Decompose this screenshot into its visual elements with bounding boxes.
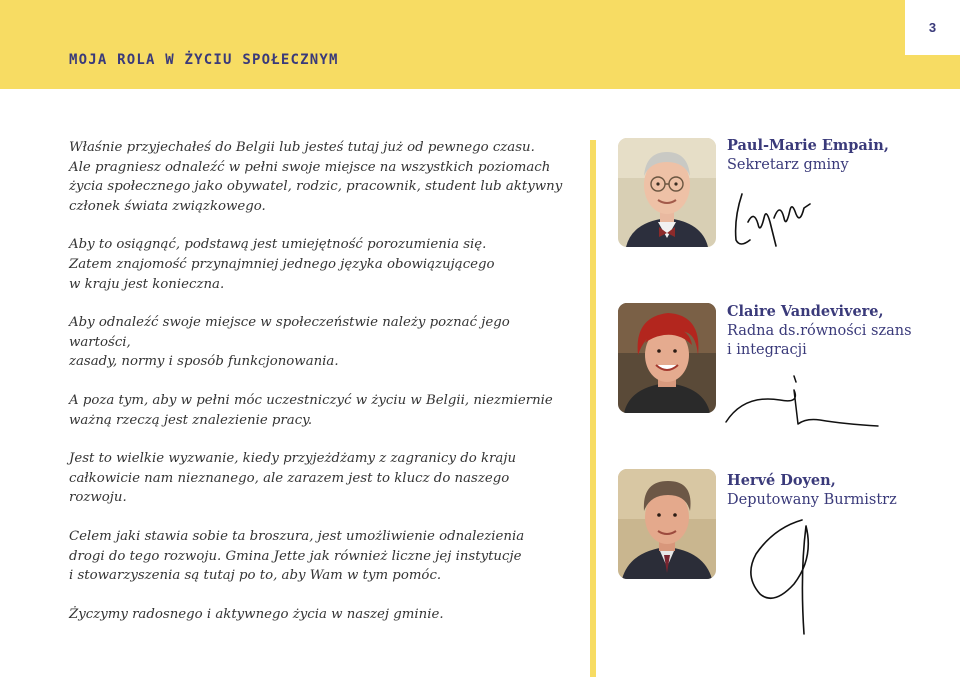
signature-herve-doyen: [744, 514, 820, 640]
signatory-paul-marie-empain: Paul-Marie Empain, Sekretarz gminy: [727, 137, 889, 173]
paragraph-6: Celem jaki stawia sobie ta broszura, jest umożliwienie odnalezienia drogi do tego rozwoju. Gmina Jette jak również liczne jej instytucje i stowarzyszenia są tutaj po to, aby Wam w tym pomóc.: [69, 528, 525, 584]
letter-body: [69, 138, 569, 643]
portrait-herve-doyen: [618, 469, 716, 579]
portrait-claire-vandevivere: [618, 303, 716, 413]
section-title: MOJA ROLA W ŻYCIU SPOŁECZNYM: [69, 52, 339, 68]
signature-paul-marie-empain: [730, 188, 814, 250]
page-number: 3: [905, 0, 960, 55]
signatory-herve-doyen: Hervé Doyen, Deputowany Burmistrz: [727, 472, 897, 508]
paragraph-2: Aby to osiągnąć, podstawą jest umiejętność porozumienia się. Zatem znajomość przynajmniej jednego języka obowiązującego w kraju jest konieczna.: [69, 237, 495, 292]
paragraph-4: A poza tym, aby w pełni móc uczestniczyć w życiu w Belgii, niezmiernie ważną rzeczą jest znalezienie pracy.: [69, 392, 553, 428]
paragraph-5: Jest to wielkie wyzwanie, kiedy przyjeżdżamy z zagranicy do kraju całkowicie nam nieznanego, ale zarazem jest to klucz do naszego rozwoju.: [69, 451, 517, 506]
paragraph-7: Życzymy radosnego i aktywnego życia w naszej gminie.: [69, 606, 444, 622]
paragraph-3: Aby odnaleźć swoje miejsce w społeczeństwie należy poznać jego wartości, zasady, normy i sposób funkcjonowania.: [69, 315, 510, 370]
divider-bar: [590, 140, 596, 677]
signatory-claire-vandevivere: Claire Vandevivere, Radna ds.równości szans i integracji: [727, 303, 912, 358]
signature-claire-vandevivere: [724, 372, 884, 432]
portrait-paul-marie-empain: [618, 138, 716, 247]
header-band: [0, 0, 960, 89]
paragraph-1: Właśnie przyjechałeś do Belgii lub jesteś tutaj już od pewnego czasu. Ale pragniesz odnaleźć w pełni swoje miejsce na wszystkich poziomach życia społecznego jako obywatel, rodzic, pracownik, student lub aktywny członek świata związkowego.: [69, 140, 563, 214]
